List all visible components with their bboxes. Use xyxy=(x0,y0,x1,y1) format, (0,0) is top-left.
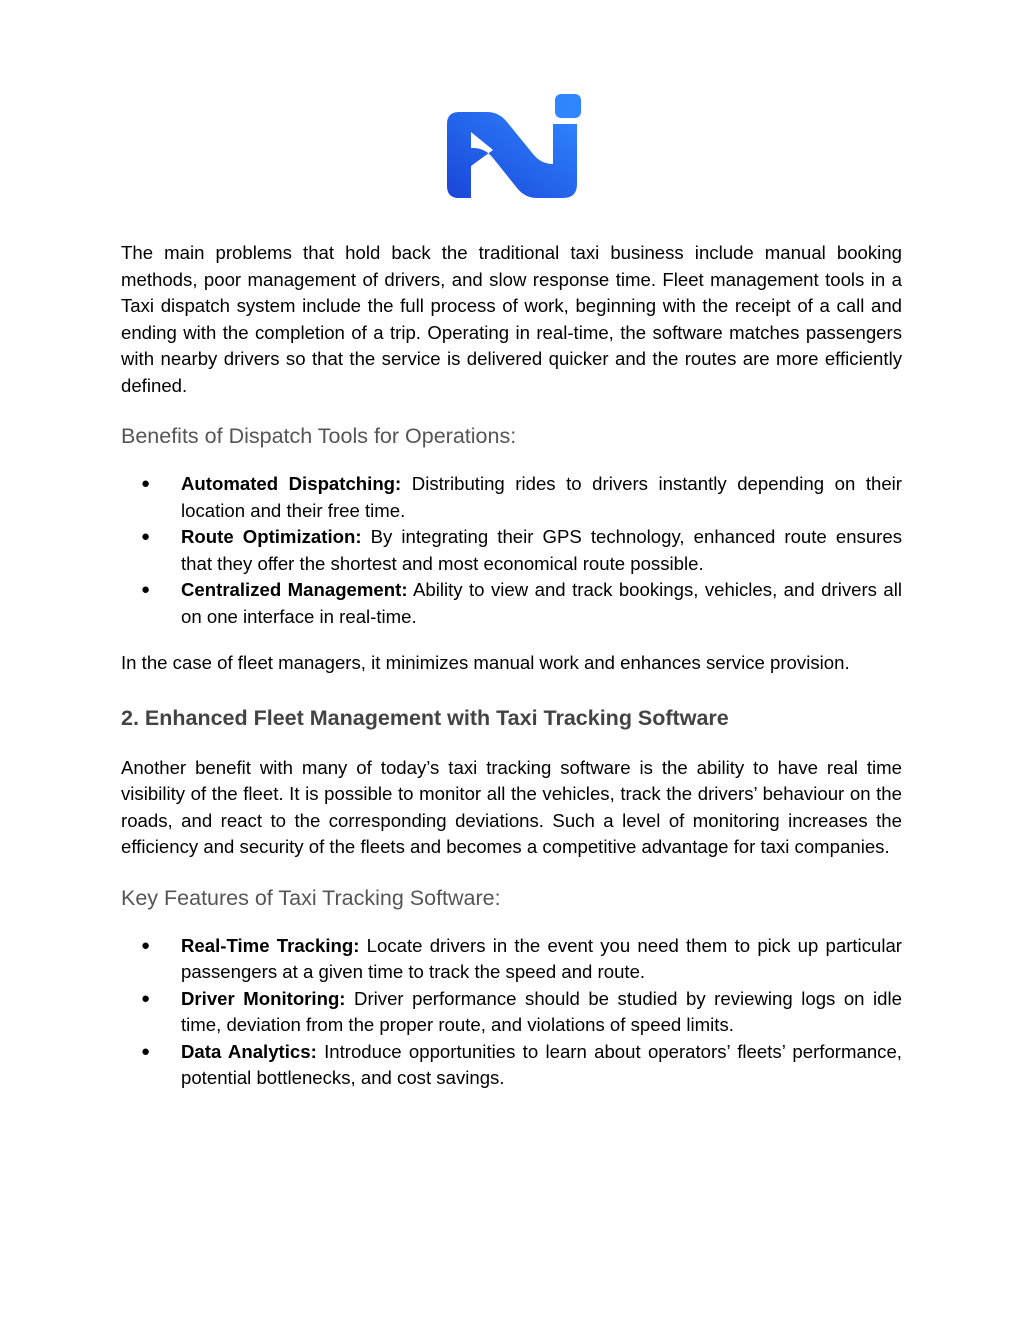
document-body xyxy=(121,240,902,1092)
section-paragraph: Another benefit with many of today’s taxi tracking software is the ability to have real time visibility of the fleet. It is possible to monitor all the vehicles, track the drivers’ behaviour on the roads, and react to the corresponding deviations. Such a level of monitoring increases the efficiency and security of the fleets and becomes a competitive advantage for taxi companies. xyxy=(121,756,902,857)
list-item xyxy=(141,524,902,577)
bullet-icon: ● xyxy=(141,581,151,598)
list-item xyxy=(141,1039,902,1092)
list-item-text: Distributing rides to drivers instantly depending on their location and their free time. xyxy=(181,473,902,521)
bullet-icon: ● xyxy=(141,475,151,492)
benefits-heading: Benefits of Dispatch Tools for Operations: xyxy=(121,424,517,448)
list-item-title: Driver Monitoring: xyxy=(181,987,346,1009)
list-item-text: By integrating their GPS technology, enhanced route ensures that they offer the shortest and most economical route possible. xyxy=(181,526,902,574)
list-item xyxy=(141,933,902,986)
list-item-text: Locate drivers in the event you need them to pick up particular passengers at a given time to track the speed and route. xyxy=(181,934,902,982)
list-item xyxy=(141,986,902,1039)
intro-paragraph: The main problems that hold back the traditional taxi business include manual booking methods, poor management of drivers, and slow response time. Fleet management tools in a Taxi dispatch system include the full process of work, beginning with the receipt of a call and ending with the completion of a trip. Operating in real-time, the software matches passengers with nearby drivers so that the service is delivered quicker and the routes are more efficiently defined. xyxy=(121,242,902,396)
list-item-title: Centralized Management: xyxy=(181,579,408,600)
list-item-text: Introduce opportunities to learn about operators’ fleets’ performance, potential bottlenecks, and cost savings. xyxy=(181,1040,902,1088)
bullet-icon: ● xyxy=(141,936,151,954)
list-item-title: Route Optimization: xyxy=(181,526,362,547)
fleet-managers-paragraph: In the case of fleet managers, it minimizes manual work and enhances service provision. xyxy=(121,652,850,673)
bullet-icon: ● xyxy=(141,1042,151,1060)
list-item-title: Real-Time Tracking: xyxy=(181,934,360,956)
list-item-text: Ability to view and track bookings, vehicles, and drivers all on one interface in real-time. xyxy=(181,579,903,627)
bullet-icon: ● xyxy=(141,528,151,545)
list-item-title: Data Analytics: xyxy=(181,1040,317,1062)
features-list xyxy=(121,933,902,1092)
list-item-title: Automated Dispatching: xyxy=(181,473,402,494)
bullet-icon: ● xyxy=(141,989,151,1007)
brand-logo-icon xyxy=(441,94,583,202)
features-heading: Key Features of Taxi Tracking Software: xyxy=(121,885,501,910)
list-item xyxy=(141,471,902,524)
list-item xyxy=(141,577,903,630)
section-heading: 2. Enhanced Fleet Management with Taxi Tracking Software xyxy=(121,705,729,730)
list-item-text: Driver performance should be studied by reviewing logs on idle time, deviation from the proper route, and violations of speed limits. xyxy=(181,987,902,1035)
benefits-list xyxy=(121,471,902,630)
